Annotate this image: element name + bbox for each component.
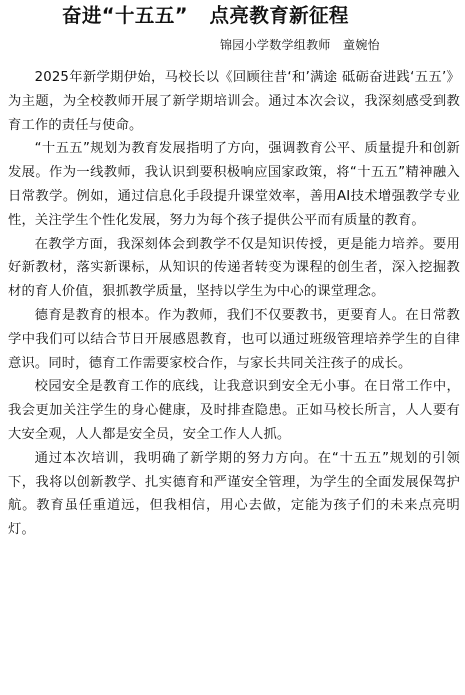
author-byline: 锦园小学数学组教师 童婉怡	[220, 38, 380, 52]
paragraph: 通过本次培训，我明确了新学期的努力方向。在“十五五”规划的引领下，我将以创新教学、扎实德育和严谨安全管理，为学生的全面发展保驾护航。教育虽任重道远，但我相信，用心去做，定能为孩子们的未来点亮明灯。	[8, 450, 460, 538]
paragraph: 2025年新学期伊始，马校长以《回顾往昔‘和’满途 砥砺奋进践‘五五’》为主题，为全校教师开展了新学期培训会。通过本次会议，我深刻感受到教育工作的责任与使命。	[8, 70, 460, 133]
paragraph: 在教学方面，我深刻体会到教学不仅是知识传授，更是能力培养。要用好新教材，落实新课标，从知识的传递者转变为课程的创生者，深入挖掘教材的育人价值，狠抓教学质量，坚持以学生为中心的课堂理念。	[8, 236, 460, 300]
paragraph: 德育是教育的根本。作为教师，我们不仅要教书，更要育人。在日常教学中我们可以结合节日开展感恩教育，也可以通过班级管理培养学生的自律意识。同时，德育工作需要家校合作，与家长共同关注孩子的成长。	[8, 307, 460, 371]
document-body	[8, 66, 460, 542]
document-title: 奋进“十五五” 点亮教育新征程	[62, 4, 349, 27]
paragraph: 校园安全是教育工作的底线，让我意识到安全无小事。在日常工作中，我会更加关注学生的身心健康，及时排查隐患。正如马校长所言，人人要有大安全观，人人都是安全员，安全工作人人抓。	[8, 379, 460, 442]
paragraph: “十五五”规划为教育发展指明了方向，强调教育公平、质量提升和创新发展。作为一线教师，我认识到要积极响应国家政策，将“十五五”精神融入日常教学。例如，通过信息化手段提升课堂效率，善用AI技术增强教学专业性，关注学生个性化发展，努力为每个孩子提供公平而有质量的教育。	[8, 141, 460, 228]
